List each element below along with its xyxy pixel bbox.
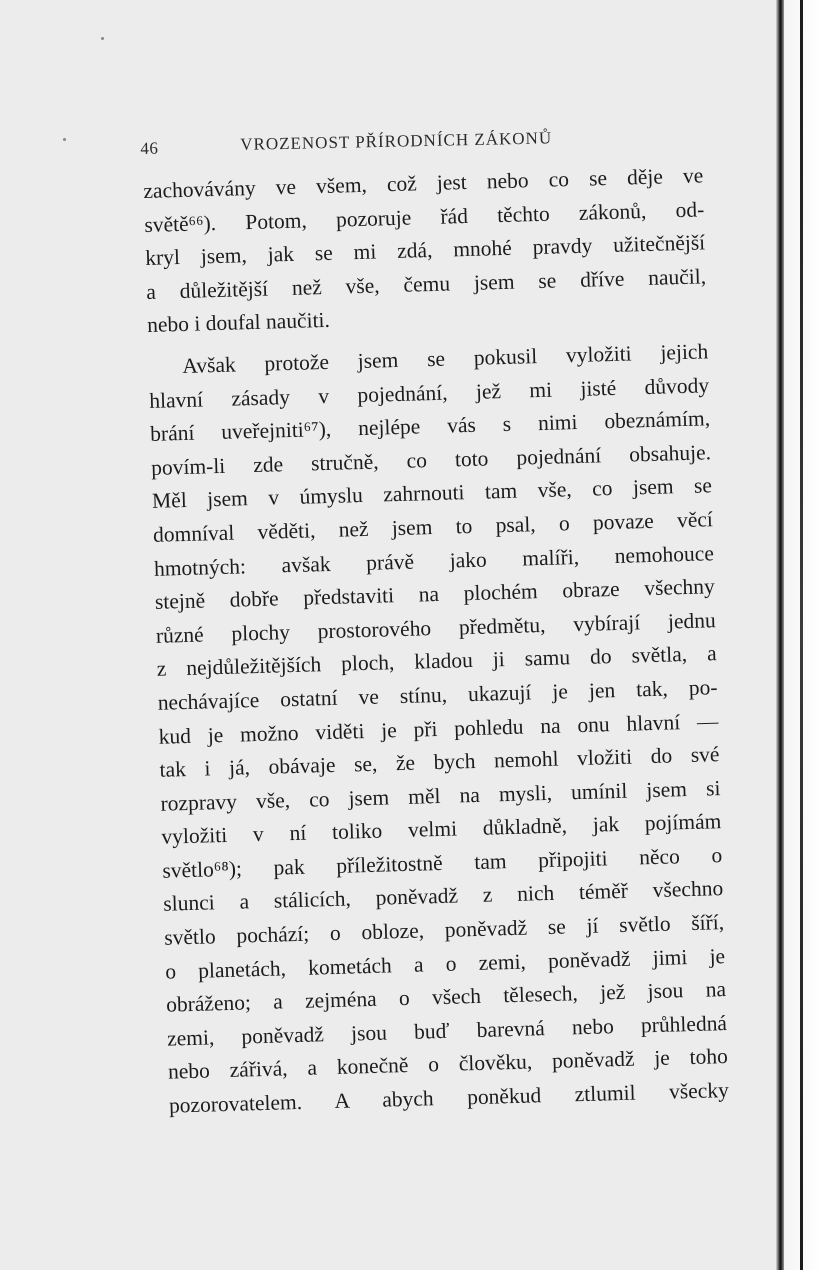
text-line: rozpravy vše, co jsem měl na mysli, umínil jsem si <box>160 775 721 816</box>
text-line: pozorovatelem. A abych poněkud ztlumil všecky <box>168 1078 730 1118</box>
text-line: slunci a stálicích, poněvadž z nich téměř všechno <box>163 876 724 917</box>
text-line: a důležitější než vše, čemu jsem se dříve naučil, <box>145 264 707 304</box>
text-line: o planetách, kometách a o zemi, poněvadž jimi je <box>164 943 726 984</box>
text-line: světlo pochází; o obloze, poněvadž se jí světlo šíří, <box>163 910 725 950</box>
text-line: nechávajíce ostatní ve stínu, ukazují je jen tak, po- <box>157 675 718 715</box>
text-line: z nejdůležitějších ploch, kladou ji samu do světla, a <box>156 641 717 682</box>
text-line: Měl jsem v úmyslu zahrnouti tam vše, co jsem se <box>151 473 713 514</box>
text-line: domníval věděti, než jsem to psal, o povaze věcí <box>152 507 714 547</box>
text-line: zemi, poněvadž jsou buď barevná nebo průhledná <box>166 1010 728 1051</box>
text-line: brání uveřejniti⁶⁷), nejlépe vás s nimi obeznámím, <box>149 406 711 447</box>
text-line: stejně dobře představiti na plochém obraze všechny <box>154 574 716 614</box>
text-line: obráženo; a zejména o všech tělesech, jež jsou na <box>165 977 727 1017</box>
text-line: nebo zářivá, a konečně o člověku, poněvadž je toho <box>167 1044 729 1085</box>
text-line: kud je možno viděti je při pohledu na onu hlavní — <box>158 708 719 749</box>
paper-speck <box>101 37 104 40</box>
book-gutter-shadow <box>776 0 784 1270</box>
running-title: VROZENOST PŘÍRODNÍCH ZÁKONŮ <box>240 128 553 154</box>
text-line: vyložiti v ní toliko velmi důkladně, jak pojímám <box>161 809 722 850</box>
text-line: nebo i doufal naučiti. <box>146 308 331 338</box>
paper-speck <box>63 138 66 141</box>
text-line: kryl jsem, jak se mi zdá, mnohé pravdy užitečnější <box>144 230 706 271</box>
body-text <box>143 159 729 1123</box>
page-edge-line <box>800 0 803 1270</box>
page-number: 46 <box>140 138 159 158</box>
text-line: světě⁶⁶). Potom, pozoruje řád těchto zákonů, od- <box>144 196 705 237</box>
text-line: zachovávány ve všem, což jest nebo co se děje ve <box>143 163 704 203</box>
text-line: tak i já, obávaje se, že bych nemohl vložiti do své <box>159 742 720 782</box>
text-line: hlavní zásady v pojednání, jež mi jisté důvody <box>148 372 710 413</box>
text-line: různé plochy prostorového předmětu, vybírají jednu <box>155 607 716 648</box>
text-line: povím-li zde stručně, co toto pojednání obsahuje. <box>150 440 712 480</box>
text-line: Avšak protože jsem se pokusil vyložiti jejich <box>182 339 709 378</box>
text-line: hmotných: avšak právě jako malíři, nemohouce <box>153 540 715 581</box>
text-line: světlo⁶⁸); pak příležitostně tam připojiti něco o <box>162 842 723 883</box>
